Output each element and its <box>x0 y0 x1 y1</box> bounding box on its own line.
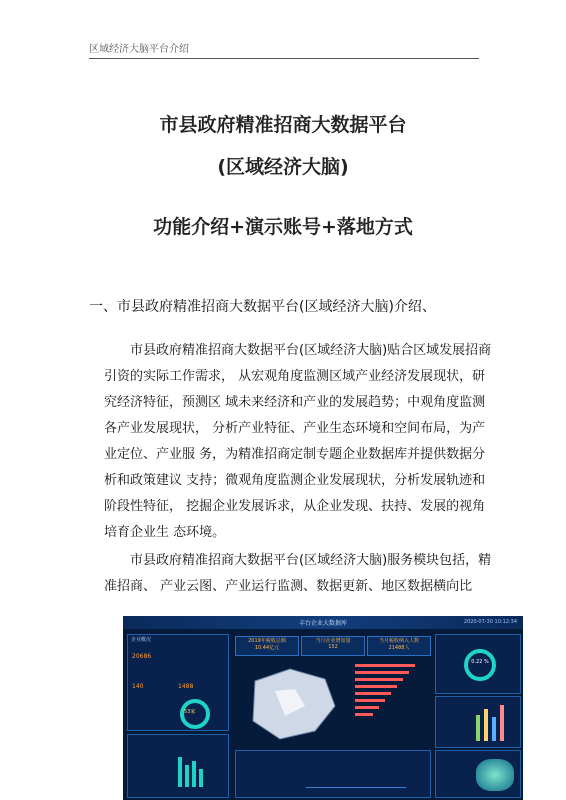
doc-title-line3: 功能介绍+演示账号+落地方式 <box>153 216 413 238</box>
region-map <box>235 661 345 746</box>
paragraph-1: 市县政府精准招商大数据平台(区域经济大脑)贴合区域发展招商引资的实际工作需求， 从宏观角度监测区域产业经济发展现状，研究经济特征，预测区 域未来经济和产业的发展趋势；中观角度监测各产业发展现状， 分析产业特征、产业生态环境和空间布局，为产业定位、产业服 务，为精准招商定制专题企业数据库并提供数据分析和政策建议 支持；微观角度监测企业发展现状，分析发展轨迹和阶段性特征， 挖掘企业发展诉求，从企业发现、扶持、发展的视角培育企业生 态环境。 <box>104 343 492 540</box>
ranking-chart <box>355 664 425 744</box>
rank-bar <box>355 692 391 695</box>
trend-bar-4 <box>500 705 504 741</box>
industry-ring <box>464 649 496 681</box>
dashboard-screenshot <box>123 616 523 800</box>
bar-d <box>199 769 203 787</box>
stat-1-value: 10.44亿元 <box>254 645 280 651</box>
enterprise-overview-panel <box>127 634 229 731</box>
dashboard-time: 2020-07-30 10:12:34 <box>463 619 517 625</box>
trend-bar-2 <box>484 709 488 741</box>
stat-3-label: 当月税收纳入人数 <box>378 638 419 644</box>
bar-b <box>185 765 189 787</box>
paragraph-2: 市县政府精准招商大数据平台(区域经济大脑)服务模块包括，精准招商、 产业云图、产业运行监测、数据更新、地区数据横向比 <box>104 553 492 594</box>
section-heading: 一、市县政府精准招商大数据平台(区域经济大脑)介绍、 <box>89 299 436 315</box>
trend-bar-1 <box>476 715 480 741</box>
left-bottom-panel <box>127 734 229 798</box>
bar-a <box>178 757 182 787</box>
stat-1 <box>235 636 299 656</box>
map-preview-panel <box>435 750 521 798</box>
stat-2-label: 当月企业增加量 <box>315 638 351 644</box>
rank-bar <box>355 678 403 681</box>
doc-title-line2: (区域经济大脑) <box>217 156 349 178</box>
industry-ring-label: 0.22 % <box>471 659 489 665</box>
rank-bar <box>355 713 373 716</box>
stat-3-value: 21488人 <box>388 645 410 651</box>
overview-value-1: 20686 <box>132 653 152 660</box>
rank-bar <box>355 671 409 674</box>
rank-bar <box>355 664 415 667</box>
overview-value-3: 1488 <box>178 683 194 690</box>
map-preview <box>476 759 514 791</box>
stat-2-value: 152 <box>328 644 338 650</box>
doc-title-line1: 市县政府精准招商大数据平台 <box>159 114 407 136</box>
dashboard-title: 丰台企业大数据库 <box>298 620 347 627</box>
rank-bar <box>355 706 379 709</box>
bar-c <box>192 761 196 787</box>
trend-panel <box>435 696 521 748</box>
page-header: 区域经济大脑平台介绍 <box>89 40 479 59</box>
monitor-panel <box>235 750 431 798</box>
industry-panel <box>435 634 521 694</box>
monitor-chart <box>306 757 406 788</box>
stat-3 <box>367 636 431 656</box>
enterprise-overview-title: 企业概况 <box>131 637 152 643</box>
stat-1-label: 2019年税收总额 <box>248 638 286 644</box>
donut-label: 53家 <box>184 709 196 715</box>
overview-value-2: 140 <box>132 683 144 690</box>
rank-bar <box>355 699 385 702</box>
rank-bar <box>355 685 397 688</box>
trend-bar-3 <box>492 717 496 741</box>
stat-2 <box>301 636 365 656</box>
